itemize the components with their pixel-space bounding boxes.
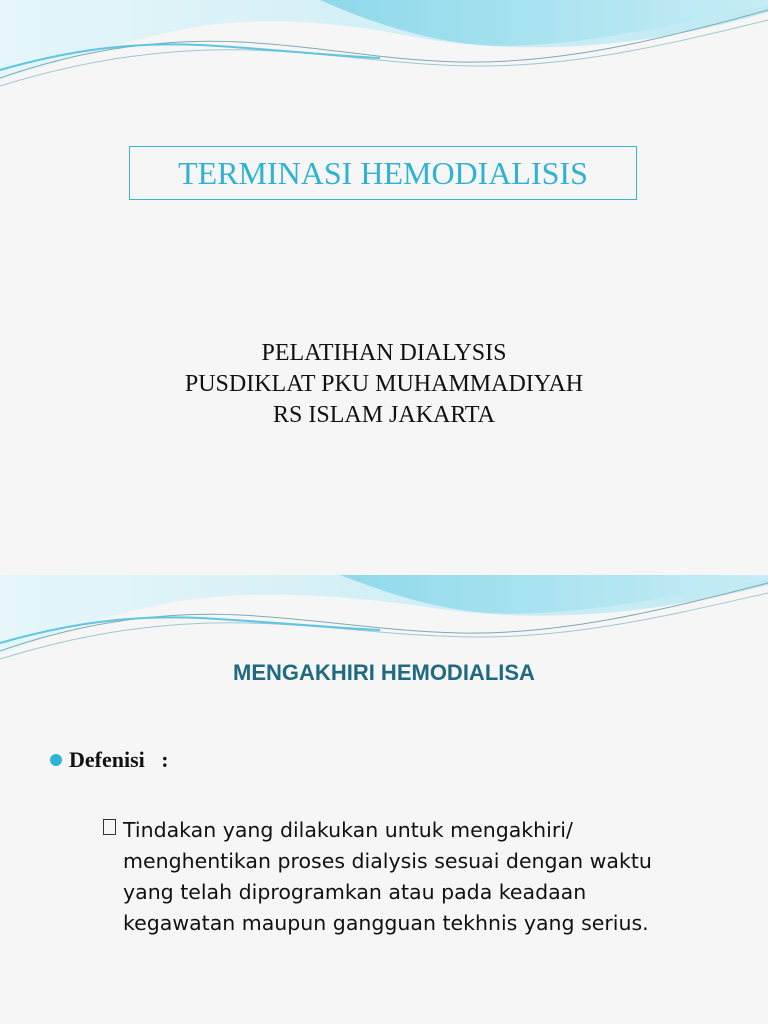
bullet-item — [50, 747, 169, 773]
decorative-wave — [0, 0, 768, 110]
decorative-wave — [0, 575, 768, 670]
slide-heading: MENGAKHIRI HEMODIALISA — [233, 660, 535, 685]
sub-bullet-item — [103, 815, 703, 939]
square-bullet-icon — [103, 819, 116, 835]
sub-bullet-line: yang telah diprogramkan atau pada keadaan — [123, 880, 587, 904]
slide-title: TERMINASI HEMODIALISIS — [178, 154, 588, 191]
content-slide — [0, 575, 768, 1024]
bullet-dot-icon — [50, 754, 62, 766]
subtitle-line: PELATIHAN DIALYSIS — [261, 340, 507, 366]
subtitle-line: RS ISLAM JAKARTA — [273, 402, 495, 428]
sub-bullet-line: menghentikan proses dialysis sesuai dengan waktu — [123, 849, 652, 873]
subtitle-line: PUSDIKLAT PKU MUHAMMADIYAH — [184, 371, 584, 397]
subtitle-block — [0, 338, 768, 431]
sub-bullet-line: kegawatan maupun gangguan tekhnis yang serius. — [123, 911, 649, 935]
sub-bullet-line: Tindakan yang dilakukan untuk mengakhiri/ — [123, 818, 573, 842]
title-frame — [129, 146, 637, 200]
bullet-label: Defenisi : — [69, 747, 169, 772]
